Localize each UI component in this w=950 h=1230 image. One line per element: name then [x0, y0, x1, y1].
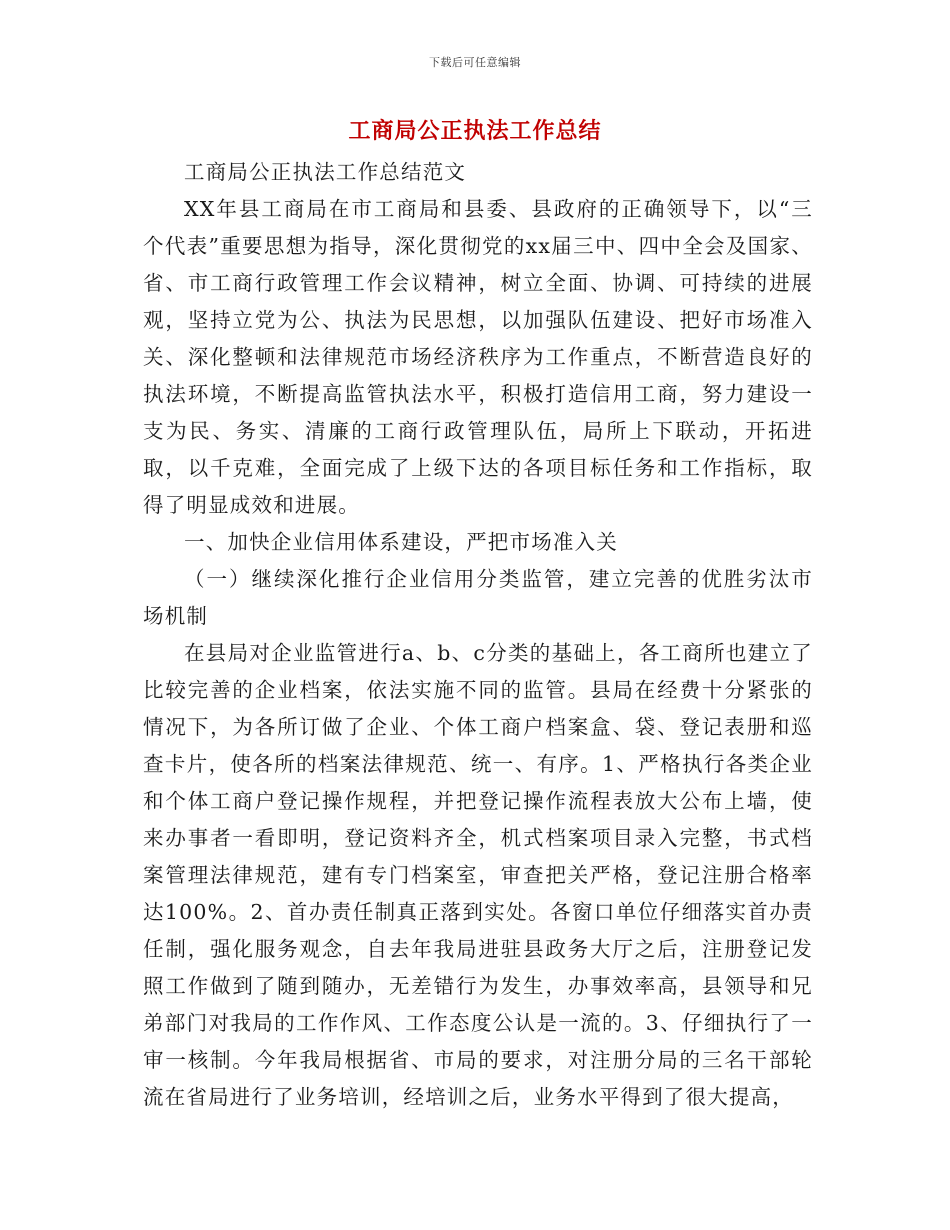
section-heading: 一、加快企业信用体系建设，严把市场准入关	[184, 530, 618, 554]
document-title: 工商局公正执法工作总结	[348, 118, 602, 144]
document-body	[143, 154, 813, 1116]
paragraph-subtitle: 工商局公正执法工作总结范文	[184, 160, 467, 184]
subsection-heading: （一）继续深化推行企业信用分类监管，建立完善的优胜劣汰市场机制	[143, 567, 813, 628]
paragraph-intro: XX年县工商局在市工商局和县委、县政府的正确领导下，以“三个代表”重要思想为指导，深化贯彻党的xx届三中、四中全会及国家、省、市工商行政管理工作会议精神，树立全面、协调、可持续的进展观，坚持立党为公、执法为民思想，以加强队伍建设、把好市场准入关、深化整顿和法律规范市场经济秩序为工作重点，不断营造良好的执法环境，不断提高监管执法水平，积极打造信用工商，努力建设一支为民、务实、清廉的工商行政管理队伍，局所上下联动，开拓进取，以千克难，全面完成了上级下达的各项目标任务和工作指标，取得了明显成效和进展。	[143, 197, 813, 517]
header-note: 下载后可任意编辑	[429, 56, 521, 69]
paragraph-body: 在县局对企业监管进行a、b、c分类的基础上，各工商所也建立了比较完善的企业档案，依法实施不同的监管。县局在经费十分紧张的情况下，为各所订做了企业、个体工商户档案盒、袋、登记表册和巡查卡片，使各所的档案法律规范、统一、有序。1、严格执行各类企业和个体工商户登记操作规程，并把登记操作流程表放大公布上墙，使来办事者一看即明，登记资料齐全，机式档案项目录入完整，书式档案管理法律规范，建有专门档案室，审查把关严格，登记注册合格率达100%。2、首办责任制真正落到实处。各窗口单位仔细落实首办责任制，强化服务观念，自去年我局进驻县政务大厅之后，注册登记发照工作做到了随到随办，无差错行为发生，办事效率高，县领导和兄弟部门对我局的工作作风、工作态度公认是一流的。3、仔细执行了一审一核制。今年我局根据省、市局的要求，对注册分局的三名干部轮流在省局进行了业务培训，经培训之后，业务水平得到了很大提高，	[143, 641, 813, 1109]
